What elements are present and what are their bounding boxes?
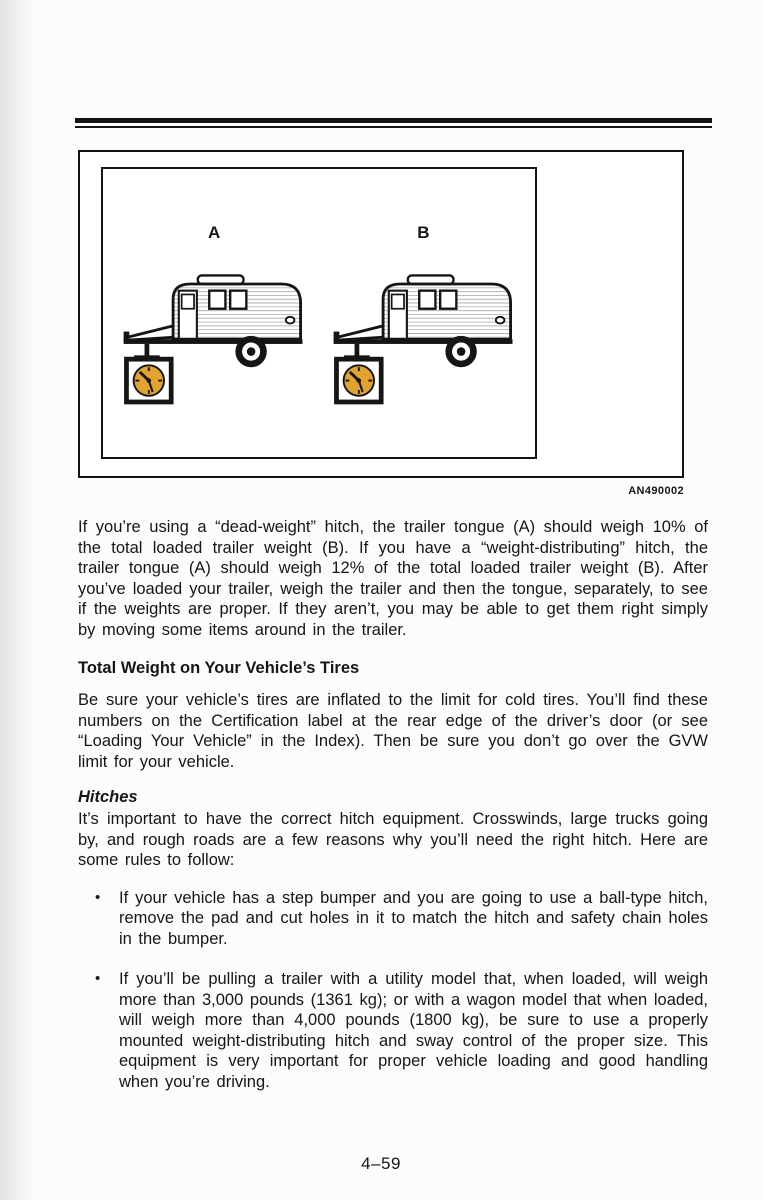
bullet-icon: • xyxy=(95,888,101,906)
body-text-column xyxy=(78,517,708,1092)
list-item xyxy=(78,969,708,1092)
paragraph-hitch-equipment: It’s important to have the correct hitch equipment. Crosswinds, large trucks going by, and rough roads are a few reasons why you’ll need the right hitch. Here are some rules to follow: xyxy=(78,810,708,869)
page-number: 4–59 xyxy=(361,1154,401,1173)
trailer-label-b: B xyxy=(417,223,431,242)
rule-thin xyxy=(75,126,712,128)
trailer-unit-b xyxy=(326,223,522,407)
rule-thick xyxy=(75,118,712,123)
bullet-text-step-bumper: If your vehicle has a step bumper and you are going to use a ball-type hitch, remove the pad and cut holes in it to match the hitch and safety chain holes in the bumper. xyxy=(119,888,708,948)
trailer-on-scale-illustration-b xyxy=(326,259,522,407)
paragraph-hitch-weights: If you’re using a “dead-weight” hitch, the trailer tongue (A) should weigh 10% of the total loaded trailer weight (B). If you have a “weight-distributing” hitch, the trailer tongue (A) should weigh 12% of the total loaded trailer weight (B). After you’ve loaded your trailer, weigh the trailer and then the tongue, separately, to see if the weights are proper. If they aren’t, you may be able to get them right simply by moving some items around in the trailer. xyxy=(78,518,708,639)
trailer-unit-a xyxy=(116,223,312,407)
section-heading-hitches: Hitches xyxy=(78,788,138,806)
figure-credit: AN490002 xyxy=(628,485,684,497)
trailer-on-scale-illustration-a xyxy=(116,259,312,407)
paragraph-tire-inflation: Be sure your vehicle’s tires are inflated to the limit for cold tires. You’ll find these numbers on the Certification label at the rear edge of the driver’s door (or see “Loading Your Vehicle” in the Index). Then be sure you don’t go over the GVW limit for your vehicle. xyxy=(78,691,708,771)
trailer-label-a: A xyxy=(207,223,221,242)
section-heading-total-weight-tires: Total Weight on Your Vehicle’s Tires xyxy=(78,659,360,677)
bullet-icon: • xyxy=(95,970,101,987)
bullet-text-weight-distributing: If you’ll be pulling a trailer with a utility model that, when loaded, will weigh more than 3,000 pounds (1361 kg); or with a wagon model that when loaded, will weigh more than 4,000 pounds (1800 kg), be sure to use a properly mounted weight-distributing hitch and sway control of the proper size. This equipment is very important for proper vehicle loading and good handling when you’re driving. xyxy=(119,970,708,1091)
top-double-rule xyxy=(75,118,712,128)
figure-illustration-box xyxy=(101,167,537,459)
figure-frame xyxy=(78,150,684,478)
hitch-rules-list xyxy=(78,888,708,1093)
list-item xyxy=(78,888,708,950)
